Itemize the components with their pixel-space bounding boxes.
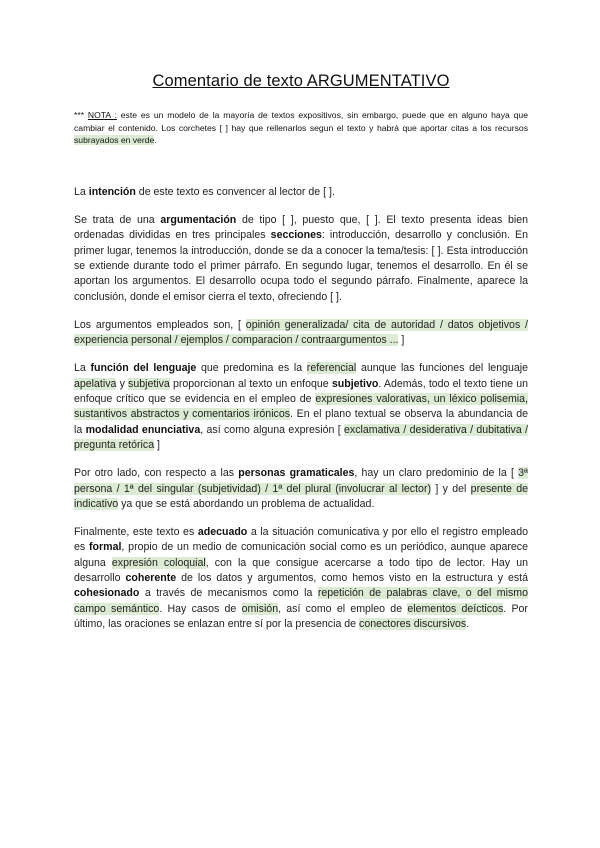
page-title: Comentario de texto ARGUMENTATIVO (152, 72, 450, 90)
text-segment: , propio de un medio de comunicación social como es un periódico, aunque aparece alguna (74, 541, 528, 569)
highlight-expression-types: exclamativa / desiderativa / dubitativa / pregunta retórica (74, 423, 528, 451)
keyword-formal: formal (89, 541, 122, 554)
paragraph-conclusion (74, 525, 528, 632)
keyword-cohesionado: cohesionado (74, 587, 140, 600)
text-segment: proporcionan al texto un enfoque (172, 377, 329, 390)
text-segment: La (74, 185, 86, 198)
text-segment: , con la que consigue acercarse a todo tipo de lector. Hay un desarrollo (74, 556, 528, 585)
text-segment: . Por último, las oraciones se enlazan entre sí por la presencia de (74, 602, 528, 630)
text-segment: que predomina es la (200, 362, 303, 375)
text-segment: ] (401, 334, 405, 347)
paragraph-argumentation (74, 213, 528, 305)
text-segment: aunque las funciones del lenguaje (360, 362, 529, 375)
text-segment: , así como alguna expresión [ (200, 423, 341, 436)
text-segment: . En el plano textual se observa la abundancia de la (74, 408, 528, 436)
text-segment: : introducción, desarrollo y conclusión. En primer lugar, tenemos la introducción, donde se da a conocer la tema/tesis: [ ]. Esta introducción se extiende durante todo el primer párrafo. En segundo lugar, tenemos el desarrollo. En él se aportan los argumentos. El desarrollo ocupa todo el segundo párrafo. Finalmente, aparece la conclusión, donde el emisor cierra el texto, ofreciendo [ ]. (74, 229, 528, 303)
note-stars: *** (74, 110, 85, 120)
keyword-secciones: secciones (270, 229, 322, 242)
keyword-coherente: coherente (125, 572, 177, 585)
note-highlight: subrayados en verde (74, 135, 155, 146)
note-label: NOTA : (87, 110, 117, 120)
keyword-modalidad-enunciativa: modalidad enunciativa (85, 423, 201, 436)
paragraph-arguments (74, 318, 528, 349)
text-segment: de tipo [ ], puesto que, [ ]. El texto presenta ideas bien ordenadas divididas en tres principales (74, 214, 528, 242)
text-segment: . Además, todo el texto tiene un enfoque crítico que se evidencia en el empleo de (74, 377, 528, 406)
text-segment: , así como el empleo de (278, 602, 403, 615)
text-segment: . (466, 617, 470, 630)
text-segment: Se trata de una (74, 214, 155, 227)
highlight-omision: omisión (241, 602, 279, 615)
highlight-apelativa: apelativa (74, 377, 117, 390)
text-segment: a través de mecanismos como la (144, 587, 313, 600)
highlight-conectores-discursivos: conectores discursivos (359, 617, 467, 630)
keyword-funcion-lenguaje: función del lenguaje (90, 362, 197, 375)
keyword-personas-gramaticales: personas gramaticales (238, 467, 355, 480)
highlight-expresiones-valorativas: expresiones valorativas, un léxico polisemia, sustantivos abstractos y comentarios irónicos (74, 393, 529, 421)
text-segment: de los datos y argumentos, como hemos visto en la estructura y está (181, 572, 528, 585)
highlight-persona-options: 3ª persona / 1ª del singular (subjetividad) / 1ª del plural (involucrar al lector) (74, 467, 528, 495)
text-segment: ya que se está abordando un problema de actualidad. (121, 497, 375, 510)
text-segment: a la situación comunicativa y por ello el registro empleado es (74, 526, 528, 554)
keyword-subjetivo: subjetivo (331, 377, 379, 390)
note-end: . (154, 135, 157, 146)
paragraph-intention (74, 185, 528, 200)
highlight-repeticion-palabras: repetición de palabras clave, o del mismo campo semántico (74, 587, 528, 615)
paragraph-language-function (74, 361, 528, 453)
text-segment: Finalmente, este texto es (74, 526, 195, 539)
text-segment: , hay un claro predominio de la [ (354, 467, 514, 480)
highlight-referencial: referencial (306, 362, 357, 375)
highlight-expresion-coloquial: expresión coloquial (111, 556, 206, 569)
keyword-intencion: intención (88, 185, 136, 198)
text-segment: y (119, 377, 125, 390)
text-segment: Por otro lado, con respecto a las (74, 467, 235, 480)
text-segment: Los argumentos empleados son, [ (74, 318, 241, 331)
text-segment: de este texto es convencer al lector de [ ]. (138, 185, 335, 198)
highlight-subjetiva: subjetiva (128, 377, 170, 390)
paragraph-grammatical-persons (74, 466, 528, 512)
note-text: este es un modelo de la mayoría de textos expositivos, sin embargo, puede que en alguno haya que cambiar el contenido. Los corchetes [ ] hay que rellenarlos segun el texto y habrá que aportar citas a los recursos (74, 110, 528, 133)
highlight-argument-types: opinión generalizada/ cita de autoridad / datos objetivos / experiencia personal / ejemplos / comparacion / contraargumentos ... (74, 318, 528, 347)
text-segment: ] (157, 438, 160, 451)
highlight-presente-indicativo: presente de indicativo (74, 482, 528, 510)
keyword-argumentacion: argumentación (160, 214, 237, 227)
text-segment: . Hay casos de (159, 602, 237, 615)
text-segment: La (74, 362, 86, 375)
keyword-adecuado: adecuado (197, 526, 248, 539)
highlight-elementos-deicticos: elementos deícticos (407, 602, 504, 615)
note-paragraph (74, 109, 528, 147)
text-segment: ] y del (435, 482, 467, 495)
